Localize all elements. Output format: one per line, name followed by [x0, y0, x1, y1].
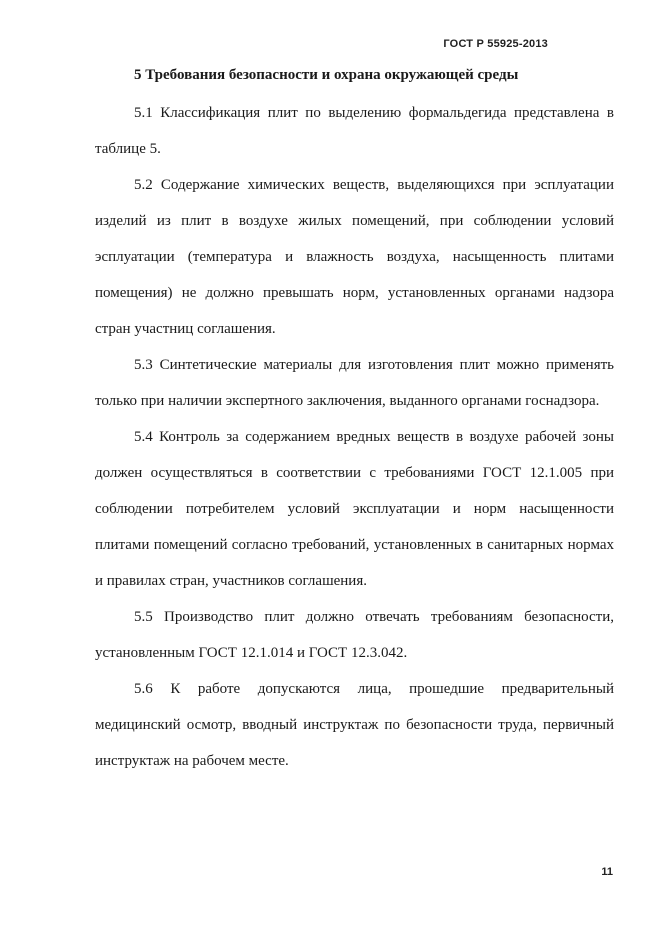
page-number: 11 — [601, 866, 613, 878]
paragraph-5-3: 5.3 Синтетические материалы для изготовления плит можно применять только при наличии экспертного заключения, выданного органами госнадзора. — [95, 357, 614, 409]
section-body — [95, 95, 614, 779]
section-title: 5 Требования безопасности и охрана окружающей среды — [134, 67, 519, 83]
standard-code: ГОСТ Р 55925-2013 — [443, 38, 548, 50]
paragraph-5-6: 5.6 К работе допускаются лица, прошедшие предварительный медицинский осмотр, вводный инструктаж по безопасности труда, первичный инструктаж на рабочем месте. — [95, 681, 614, 769]
paragraph-5-5: 5.5 Производство плит должно отвечать требованиям безопасности, установленным ГОСТ 12.1.014 и ГОСТ 12.3.042. — [95, 609, 614, 661]
paragraph-5-2: 5.2 Содержание химических веществ, выделяющихся при эсплуатации изделий из плит в воздухе жилых помещений, при соблюдении условий эсплуатации (температура и влажность воздуха, насыщенность плитами помещения) не должно превышать норм, установленных органами надзора стран участниц соглашения. — [95, 177, 614, 337]
paragraph-5-4: 5.4 Контроль за содержанием вредных веществ в воздухе рабочей зоны должен осуществляться в соответствии с требованиями ГОСТ 12.1.005 при соблюдении потребителем условий эксплуатации и норм насыщенности плитами помещений согласно требований, установленных в санитарных нормах и правилах стран, участников соглашения. — [95, 429, 614, 589]
paragraph-5-1: 5.1 Классификация плит по выделению формальдегида представлена в таблице 5. — [95, 105, 614, 157]
